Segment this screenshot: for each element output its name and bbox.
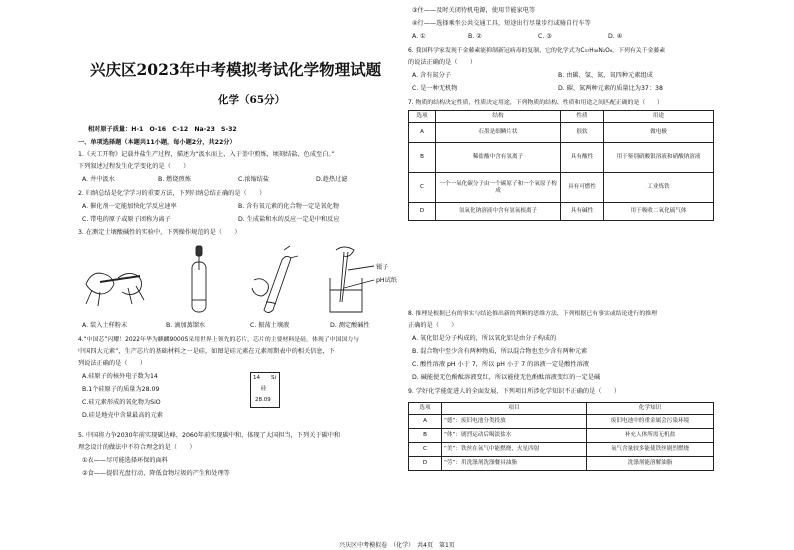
q6-option-d: D. 碳、氮两种元素的质量比为37：38 [558, 85, 663, 92]
table-cell: 用于吸收二氧化硫气体 [604, 203, 714, 221]
q5-item-3: ③住——及时关闭待机电源，使用节能家电等 [412, 7, 536, 14]
q6-option-b: B. 由碳、氢、氮、氧四种元素组成 [558, 72, 653, 79]
q7-header-property: 性质 [561, 111, 604, 123]
q4-text-2: 中国四大元素”，生产芯片的基础材料之一是硅，如图是硅元素在元素周期表中的相关信息，下 [78, 348, 335, 355]
q2-option-b: B. 含有氧元素的化合物一定是氧化物 [238, 203, 339, 210]
table-cell: 很软 [561, 123, 604, 143]
table-cell: C [409, 173, 436, 203]
table-cell: A [409, 415, 442, 429]
q1-option-b: B. 燃烧煎炼 [158, 176, 191, 183]
q1-option-d: D.趁热过滤 [316, 176, 348, 183]
q2-option-c: C. 带电的原子或原子团称为离子 [82, 216, 171, 223]
q7-header-row [409, 111, 714, 123]
table-cell: 稀盐酸中含有氢离子 [436, 143, 561, 173]
q3-option-a: A. 装入土样粉末 [82, 322, 128, 329]
atomic-mass-info: 相对原子质量：H-1 O-16 C-12 Na-23 S-32 [88, 126, 237, 133]
table-cell: “德”：废旧电池分类投放 [442, 415, 587, 429]
q9-table [408, 402, 714, 471]
q5-item-1: ①衣——尽可能选择环保的面料 [82, 457, 168, 464]
q4-option-c: C.硅元素形成的氧化物为SiO [82, 399, 161, 406]
q9-header-knowledge: 化学知识 [587, 403, 714, 415]
table-cell: 石墨是细鳞片状 [436, 123, 561, 143]
table-cell: “美”：铁丝在氧气中能燃烧，火星四射 [442, 443, 587, 457]
q1-option-a: A. 井中汲水 [82, 176, 115, 183]
q3-option-d: D. 测定酸碱性 [330, 322, 370, 329]
section-heading: 一、单项选择题（本题共11小题，每小题2分，共22分） [78, 139, 236, 146]
element-mass: 28.09 [255, 397, 271, 403]
q4-option-a: A.硅原子的核外电子数为14 [82, 373, 158, 380]
table-row [409, 429, 714, 443]
q6-option-c: C. 是一种无机物 [412, 85, 458, 92]
table-cell: 工业炼铁 [604, 173, 714, 203]
fig-b-dropper [192, 246, 206, 312]
table-row [409, 173, 714, 203]
q1-option-c: C.浓缩结盐 [238, 176, 270, 183]
q1-text-1: 1.《天工开物》记载井盐生产过程，描述为“汲水而上，入于釜中煎炼，顷刻结盐，色成至白。” [78, 151, 335, 158]
q7-header-option: 选项 [409, 111, 436, 123]
element-symbol: Si [270, 375, 276, 381]
q8-text-1: 8. 推理是根据已有的事实与结论推出新的判断的思维方法，下列根据已有事实或结论进行的推理 [408, 311, 658, 317]
q3-option-c: C. 振荡土壤液 [250, 322, 290, 329]
q8-option-a: A. 氧化铝是分子构成的，所以氧化铝是由分子构成的 [412, 335, 557, 342]
q9-header-row [409, 403, 714, 415]
table-cell: B [409, 143, 436, 173]
q9-header-option: 选项 [409, 403, 442, 415]
q5-item-4: ④行——选择乘坐公共交通工具，短途出行尽量步行或骑自行车等 [412, 20, 591, 27]
element-number: 14 [253, 375, 260, 381]
q2-option-a: A. 催化剂一定能加快化学反应速率 [82, 203, 177, 210]
fig-label-ph-paper: pH试纸 [376, 277, 397, 284]
table-cell: 补充人体所需无机盐 [587, 429, 714, 443]
fig-c-shaking [252, 246, 298, 313]
q4-text-3: 列说法正确的是（ ） [78, 360, 147, 367]
table-cell: 做电极 [604, 123, 714, 143]
q3-lab-figures [78, 244, 400, 318]
q9-text: 9. 学好化学能促进人的全面发展，下列项目所涉化学知识不正确的是（ ） [408, 388, 621, 395]
q8-option-d: D. 碱能使无色酚酞溶液变红，所以能使无色酚酞溶液变红的一定是碱 [412, 374, 601, 381]
table-cell: 氢氧化钠溶液中含有氢氧根离子 [436, 203, 561, 221]
table-cell: D [409, 457, 442, 471]
q7-text: 7. 物质的结构决定性质，性质决定用途，下列物质的结构、性质和用途之间匹配正确的是（ ） [408, 100, 663, 106]
table-cell: B [409, 429, 442, 443]
q5-option-c: C. ③ [538, 33, 552, 40]
q6-text-1: 6. 我国科学家发现千金藤素能抑制新冠病毒的复制，它的化学式为C₃₇H₃₈N₂O₆，下列有关千金藤素 [408, 48, 666, 54]
table-cell: 氧气含量较多能使铁丝剧烈燃烧 [587, 443, 714, 457]
q9-header-project: 项目 [442, 403, 587, 415]
q6-text-2: 的说法正确的是（ ） [408, 59, 477, 66]
table-cell: 具有酸性 [561, 143, 604, 173]
q1-text-2: 下列叙述过程发生化学变化的是（ ） [78, 163, 190, 170]
page-subtitle: 化学（65分） [218, 94, 286, 106]
q8-text-2: 正确的是（ ） [408, 322, 458, 329]
table-cell: 具有可燃性 [561, 173, 604, 203]
q8-option-c: C. 酸性溶液 pH 小于 7，所以 pH 小于 7 的溶液一定是酸性溶液 [412, 361, 589, 368]
q5-option-a: A. ① [412, 33, 426, 40]
table-cell: 废旧电池中的重金属会污染环境 [587, 415, 714, 429]
silicon-element-card [250, 372, 280, 408]
q8-option-b: B. 混合物中至少含有两种物质，所以混合物也至少含有两种元素 [412, 348, 588, 355]
table-cell: 洗涤剂能溶解油脂 [587, 457, 714, 471]
q4-option-b: B.1个硅原子的质量为28.09 [82, 386, 160, 393]
table-row [409, 443, 714, 457]
q7-header-use: 用途 [604, 111, 714, 123]
table-cell: C [409, 443, 442, 457]
q7-table [408, 110, 714, 221]
table-cell: D [409, 203, 436, 221]
table-row [409, 123, 714, 143]
page-title: 兴庆区2023年中考模拟考试化学物理试题 [90, 60, 382, 79]
q6-option-a: A. 含有氮分子 [412, 72, 451, 79]
q5-option-b: B. ② [468, 33, 482, 40]
table-cell: “体”：剧烈运动后喝淡盐水 [442, 429, 587, 443]
table-cell: 具有碱性 [561, 203, 604, 221]
table-row [409, 143, 714, 173]
table-cell: 一个一氧化碳分子由一个碳原子和一个氧原子构成 [436, 173, 561, 203]
fig-d-beaker [330, 247, 374, 312]
q5-text-1: 5. 中国将力争2030年前实现碳达峰，2060年前实现碳中和，体现了大国担当，下列关于碳中和 [78, 432, 341, 439]
q5-text-2: 理念设计的做法中不符合理念的是（ ） [78, 444, 196, 451]
table-cell: 用于鉴别硝酸银溶液和硝酸钠溶液 [604, 143, 714, 173]
table-cell: A [409, 123, 436, 143]
table-row [409, 203, 714, 221]
table-cell: “劳”：用洗涤剂洗涤餐具油脂 [442, 457, 587, 471]
q7-header-structure: 结构 [436, 111, 561, 123]
q4-text-1: 4.“中国芯”闪耀！2022年华为麒麟9000S采用世界上领先的芯片，芯片的主要材料是硅，体现了中国国力与 [78, 337, 360, 343]
table-row [409, 415, 714, 429]
q3-option-b: B. 滴加蒸馏水 [166, 322, 206, 329]
q5-option-d: D. ④ [608, 33, 623, 40]
q4-option-d: D.硅是地壳中含量最高的元素 [82, 412, 163, 419]
q2-option-d: D. 生成盐和水的反应一定是中和反应 [238, 216, 340, 223]
q5-item-2: ②食——提倡光盘行动，降低食物垃圾的产生和处理等 [82, 470, 230, 477]
q2-text: 2. 归纳总结是化学学习的重要方法，下列归纳总结正确的是（ ） [78, 190, 266, 197]
element-name: 硅 [261, 386, 267, 392]
fig-label-tweezers: 镊子 [376, 264, 389, 271]
page-footer: 兴庆区中考模拟卷 （化学） 共4页 第1页 [339, 542, 455, 549]
table-row [409, 457, 714, 471]
q3-text: 3. 在测定土壤酸碱性的实验中，下列操作规范的是（ ） [78, 229, 241, 236]
fig-a-sample-loading [86, 273, 144, 306]
